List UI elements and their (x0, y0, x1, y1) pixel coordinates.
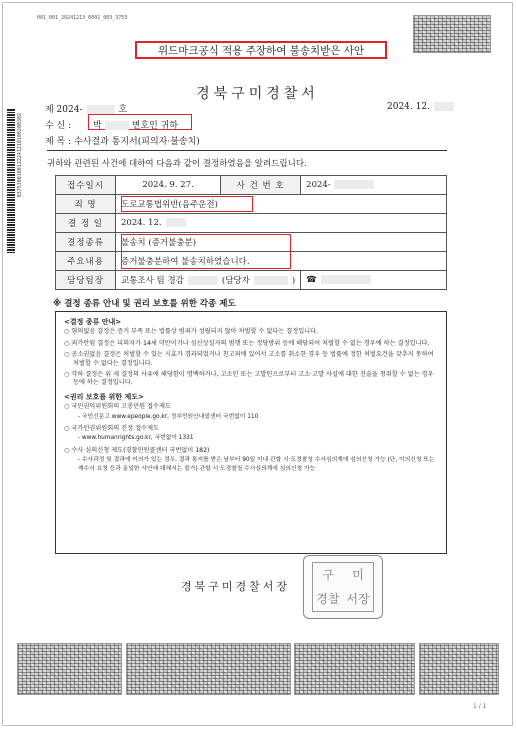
rights-heading: <권리 보호를 위한 제도> (64, 392, 144, 401)
decision-type-value: 불송치 (증거불충분) (116, 233, 447, 252)
charge-highlight-box (121, 196, 253, 212)
received-label: 접수일시 (56, 176, 116, 195)
notice-heading: ※ 결정 종류 안내 및 권리 보호를 위한 각종 제도 (53, 299, 236, 309)
document-number: 제 2024- 호 (45, 105, 128, 115)
redacted-box (334, 180, 374, 189)
document-id: 001_001_20241213_6002_003_3753 (37, 15, 128, 21)
redacted-box (87, 105, 115, 114)
charge-value: 도로교통법위반(음주운전) (116, 195, 447, 214)
decision-highlight-box (121, 234, 291, 269)
officer-phone (301, 271, 447, 290)
phone-icon: ☎ (306, 275, 317, 285)
decision-date-label: 결 정 일 (56, 214, 116, 233)
list-item: ○ 국민권익위원회의 고충민원 접수제도 (64, 403, 171, 411)
seal-char: 서장 (346, 592, 370, 606)
officer-label: 담당팀장 (56, 271, 116, 290)
case-number-label: 사 건 번 호 (221, 176, 301, 195)
qr-code-top (413, 15, 491, 53)
seal-char: 미 (352, 568, 364, 582)
recipient-line: 수 신 : (45, 121, 72, 131)
table-row (56, 176, 447, 195)
table-row (56, 271, 447, 290)
seal-inner (312, 562, 374, 612)
subject-line: 제 목 : 수사결과 통지서(피의자·불송치) (45, 137, 200, 147)
list-subitem: - 국민신문고 www.epeople.go.kr, 정부민원안내콜센터 국번없이 110 (78, 413, 259, 420)
case-info-table (55, 175, 447, 290)
document-page (2, 2, 513, 726)
qr-code-bottom-3 (294, 643, 415, 695)
case-number-value: 2024- (301, 176, 447, 195)
list-item: ○ 죄가안됨 결정은 피의자가 14세 미만이거나 심신상실자의 범행 또는 정당방위 등에 해당되어 처벌할 수 없는 경우에 하는 결정입니다. (64, 339, 430, 347)
table-row (56, 214, 447, 233)
official-seal (303, 555, 383, 619)
qr-code-bottom-1 (17, 643, 122, 695)
redacted-box (166, 218, 186, 227)
header-divider (47, 150, 447, 151)
recipient-name: 박 변호인 귀하 (93, 121, 179, 131)
document-title: 경북구미경찰서 (196, 86, 319, 102)
list-item: ○ 공소권없음 결정은 처벌할 수 있는 시효가 경과되었거나 친고죄에 있어서 고소를 취소한 경우 등 법률에 정한 처벌요건을 갖추지 못하여 처벌할 수 없다는 결정입니다. (64, 351, 434, 367)
list-subitem: - 수사과정 및 결과에 이의가 있는 경우, 결과 통지를 받은 날부터 90일 이내 관할 시·도경찰청 수사심의계에 심의신청 가능 (단, 이의신청 또는 재수사 요청 등과 동일한 사안에 대해서는 불가) 관할 시·도경찰청 수사심의계에 심의신청 가능 (78, 457, 435, 472)
seal-char: 경찰 (316, 592, 340, 606)
officer-value: 교통조사 팀 경감 (담당자 ) (116, 271, 301, 290)
redacted-box (434, 102, 454, 111)
list-item: ○ 국가인권위원회의 진정 접수제도 (64, 425, 159, 433)
barcode (7, 108, 15, 253)
content-value: 증거불충분하여 불송치하였습니다. (116, 252, 447, 271)
list-item: ○ 혐의없음 결정은 증거 부족 또는 법률상 범죄가 성립되지 않아 처벌할 수 없다는 결정입니다. (64, 328, 319, 336)
decision-date-value: 2024. 12. (116, 214, 447, 233)
document-date: 2024. 12. (387, 102, 454, 112)
redacted-box (321, 275, 371, 284)
list-item: ○ 수사 심의신청 제도(경찰민원콜센터 국번없이 182) (64, 446, 210, 454)
redacted-box (254, 276, 288, 285)
redacted-box (105, 121, 129, 130)
charge-label: 죄 명 (56, 195, 116, 214)
notice-box (55, 311, 447, 554)
barcode-number: 0375300100122241210100200302 (17, 113, 23, 198)
intro-text: 귀하와 관련된 사건에 대하여 다음과 같이 결정하였음을 알려드립니다. (47, 159, 307, 169)
list-item: ○ 각하 결정은 위 세 결정의 사유에 해당함이 명백하거나, 고소인 또는 고발인으로부터 고소·고발 사실에 대한 진술을 청취할 수 없는 경우 등에 하는 결정입니다. (64, 371, 434, 387)
seal-char: 구 (322, 568, 334, 582)
page-number: 1 / 1 (473, 703, 487, 710)
decision-types-heading: <결정 종류 안내> (64, 318, 122, 326)
decision-type-label: 결정종류 (56, 233, 116, 252)
redacted-box (188, 276, 218, 285)
qr-code-bottom-4 (419, 643, 499, 695)
highlight-banner: 위드마크공식 적용 주장하여 불송치받은 사안 (135, 41, 387, 59)
list-subitem: - www.humanrights.go.kr, 국번없이 1331 (78, 435, 194, 442)
qr-code-bottom-2 (126, 643, 291, 695)
sender-name: 경북구미경찰서장 (181, 580, 291, 593)
received-value: 2024. 9. 27. (116, 176, 221, 195)
content-label: 주요내용 (56, 252, 116, 271)
